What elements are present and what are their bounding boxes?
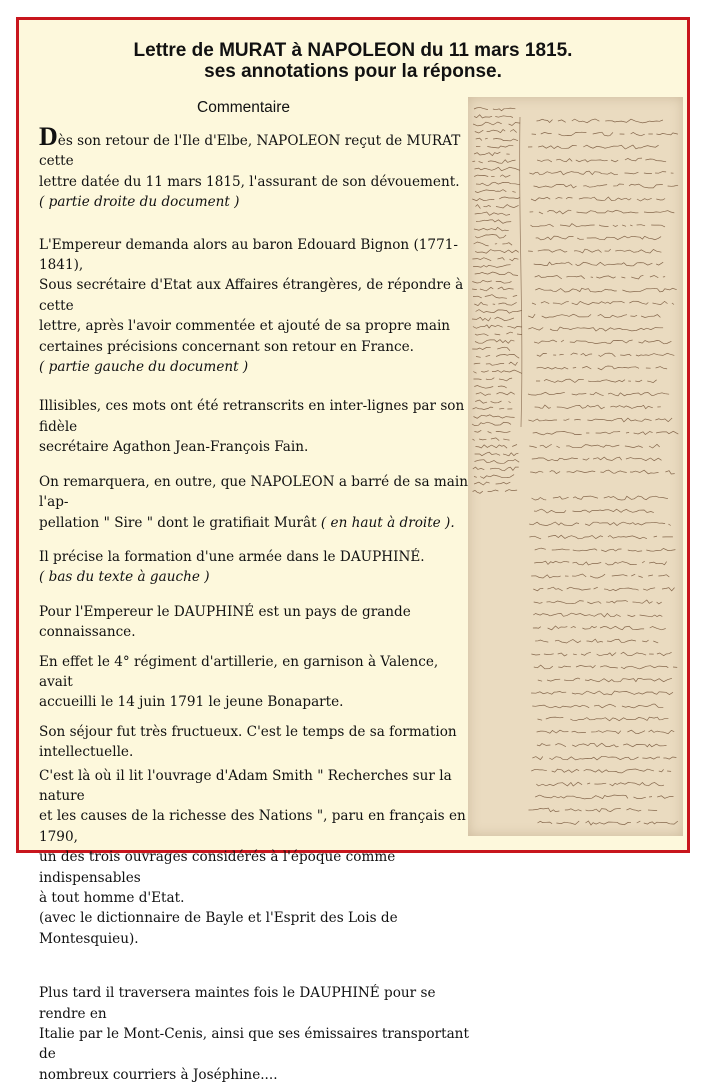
paragraph-2: L'Empereur demanda alors au baron Edouard Bignon (1771-1841), Sous secrétaire d'Etat aux Affaires étrangères, de répondre à cette lettre, après l'avoir commentée et ajouté de sa propre main certaines précisions concernant son retour en France. ( partie gauche du document ) xyxy=(39,236,464,376)
manuscript-handwriting xyxy=(468,97,683,836)
paragraph-4: On remarquera, en outre, que NAPOLEON a barré de sa main l'ap- pellation " Sire " dont le gratifiait Murât ( en haut à droite ). xyxy=(39,473,469,531)
paragraph-1: Dès son retour de l'Ile d'Elbe, NAPOLEON reçut de MURAT cette lettre datée du 11 mars 1815, l'assurant de son dévouement. ( partie droite du document ) xyxy=(39,122,461,211)
title-line-1: Lettre de MURAT à NAPOLEON du 11 mars 1815. xyxy=(133,40,573,61)
paragraph-9: C'est là où il lit l'ouvrage d'Adam Smith " Recherches sur la nature et les causes de la richesse des Nations ", paru en français en 1790, un des trois ouvrages considérés à l'époque comme indispensables à tout homme d'Etat. (avec le dictionnaire de Bayle et l'Esprit des Lois de Montesquieu). xyxy=(39,767,466,947)
commentary-text xyxy=(39,122,469,1085)
manuscript-letter-image xyxy=(468,97,683,836)
paragraph-5: Il précise la formation d'une armée dans le DAUPHINÉ. ( bas du texte à gauche ) xyxy=(39,548,425,586)
document-frame xyxy=(16,17,690,1083)
paragraph-8: Son séjour fut très fructueux. C'est le temps de sa formation intellectuelle. xyxy=(39,723,457,761)
page-title xyxy=(19,40,687,82)
commentaire-heading: Commentaire xyxy=(197,99,291,116)
paragraph-10: Plus tard il traversera maintes fois le DAUPHINÉ pour se rendre en Italie par le Mont-Cenis, ainsi que ses émissaires transportant de nombreux courriers à Joséphine.... xyxy=(39,985,469,1083)
note-right-part: ( partie droite du document ) xyxy=(39,194,240,211)
drop-cap: D xyxy=(39,122,58,151)
paragraph-3: Illisibles, ces mots ont été retranscrits en inter-lignes par son fidèle secrétaire Agathon Jean-François Fain. xyxy=(39,398,465,456)
title-line-2: ses annotations pour la réponse. xyxy=(204,61,502,82)
paragraph-6: Pour l'Empereur le DAUPHINÉ est un pays de grande connaissance. xyxy=(39,603,411,641)
note-bottom-left: ( bas du texte à gauche ) xyxy=(39,569,210,586)
note-left-part: ( partie gauche du document ) xyxy=(39,359,249,376)
paragraph-7: En effet le 4° régiment d'artillerie, en garnison à Valence, avait accueilli le 14 juin 1791 le jeune Bonaparte. xyxy=(39,653,439,711)
note-top-right: ( en haut à droite ). xyxy=(320,514,455,531)
